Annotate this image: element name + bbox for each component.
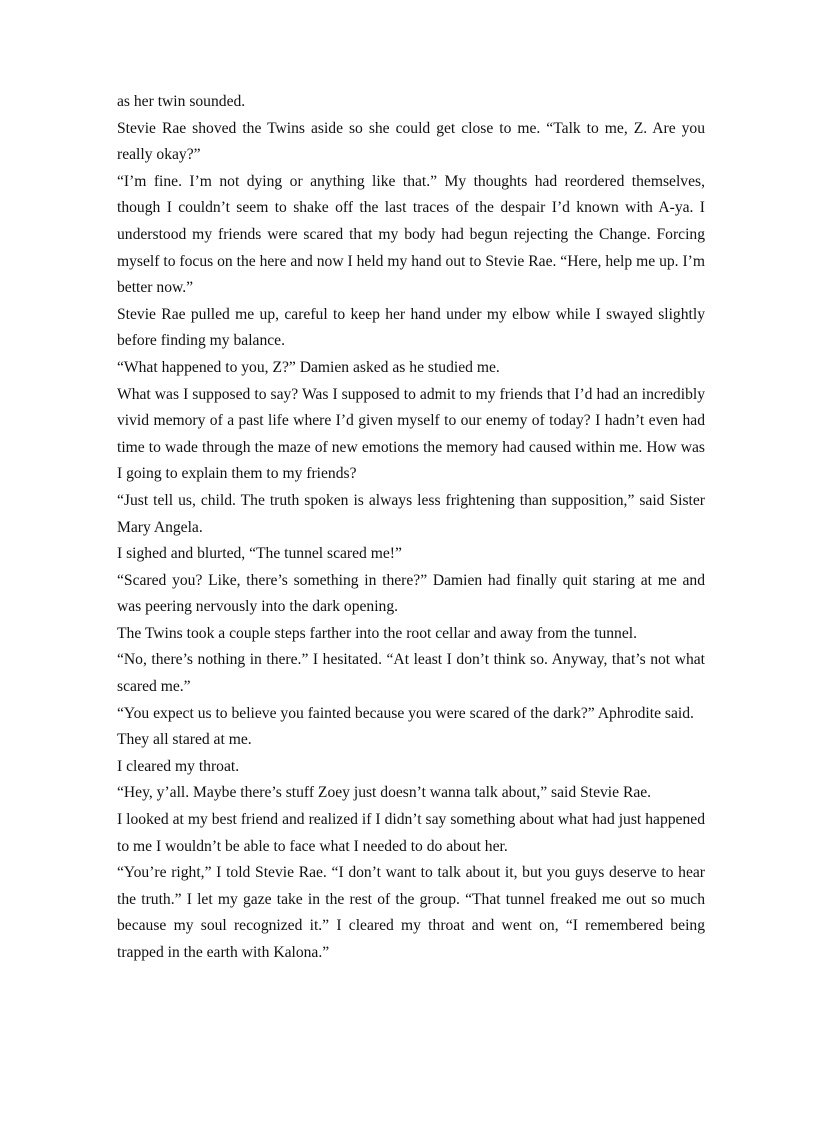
paragraph: “You expect us to believe you fainted because you were scared of the dark?” Aphrodite said.	[117, 704, 694, 722]
paragraph: “Scared you? Like, there’s something in there?” Damien had finally quit staring at me and was peering nervously into the dark opening.	[117, 571, 705, 616]
paragraph: I cleared my throat.	[117, 757, 240, 775]
paragraph: “What happened to you, Z?” Damien asked as he studied me.	[117, 358, 500, 376]
paragraph: “You’re right,” I told Stevie Rae. “I don’t want to talk about it, but you guys deserve to hear the truth.” I let my gaze take in the rest of the group. “That tunnel freaked me out so much because my soul recognized it.” I cleared my throat and went on, “I remembered being trapped in the earth with Kalona.”	[117, 864, 705, 961]
paragraph: as her twin sounded.	[117, 93, 246, 110]
body-text	[117, 89, 705, 967]
paragraph: I looked at my best friend and realized if I didn’t say something about what had just happened to me I wouldn’t be able to face what I needed to do about her.	[117, 811, 705, 855]
paragraph: “I’m fine. I’m not dying or anything like that.” My thoughts had reordered themselves, though I couldn’t seem to shake off the last traces of the despair I’d known with A-ya. I understood my friends were scared that my body had begun rejecting the Change. Forcing myself to focus on the here and now I held my hand out to Stevie Rae. “Here, help me up. I’m better now.”	[117, 172, 705, 297]
paragraph: “Hey, y’all. Maybe there’s stuff Zoey just doesn’t wanna talk about,” said Stevie Rae.	[117, 784, 652, 802]
paragraph: Stevie Rae shoved the Twins aside so she could get close to me. “Talk to me, Z. Are you really okay?”	[117, 119, 705, 164]
paragraph: “No, there’s nothing in there.” I hesitated. “At least I don’t think so. Anyway, that’s not what scared me.”	[117, 651, 705, 696]
paragraph: They all stared at me.	[117, 731, 252, 749]
paragraph: “Just tell us, child. The truth spoken is always less frightening than supposition,” said Sister Mary Angela.	[117, 491, 705, 536]
paragraph: The Twins took a couple steps farther into the root cellar and away from the tunnel.	[117, 624, 637, 642]
paragraph: I sighed and blurted, “The tunnel scared me!”	[117, 545, 402, 563]
paragraph: Stevie Rae pulled me up, careful to keep her hand under my elbow while I swayed slightly before finding my balance.	[117, 305, 705, 350]
paragraph: What was I supposed to say? Was I supposed to admit to my friends that I’d had an incredibly vivid memory of a past life where I’d given myself to our enemy of today? I hadn’t even had time to wade through the maze of new emotions the memory had caused within me. How was I going to explain them to my friends?	[117, 385, 705, 483]
